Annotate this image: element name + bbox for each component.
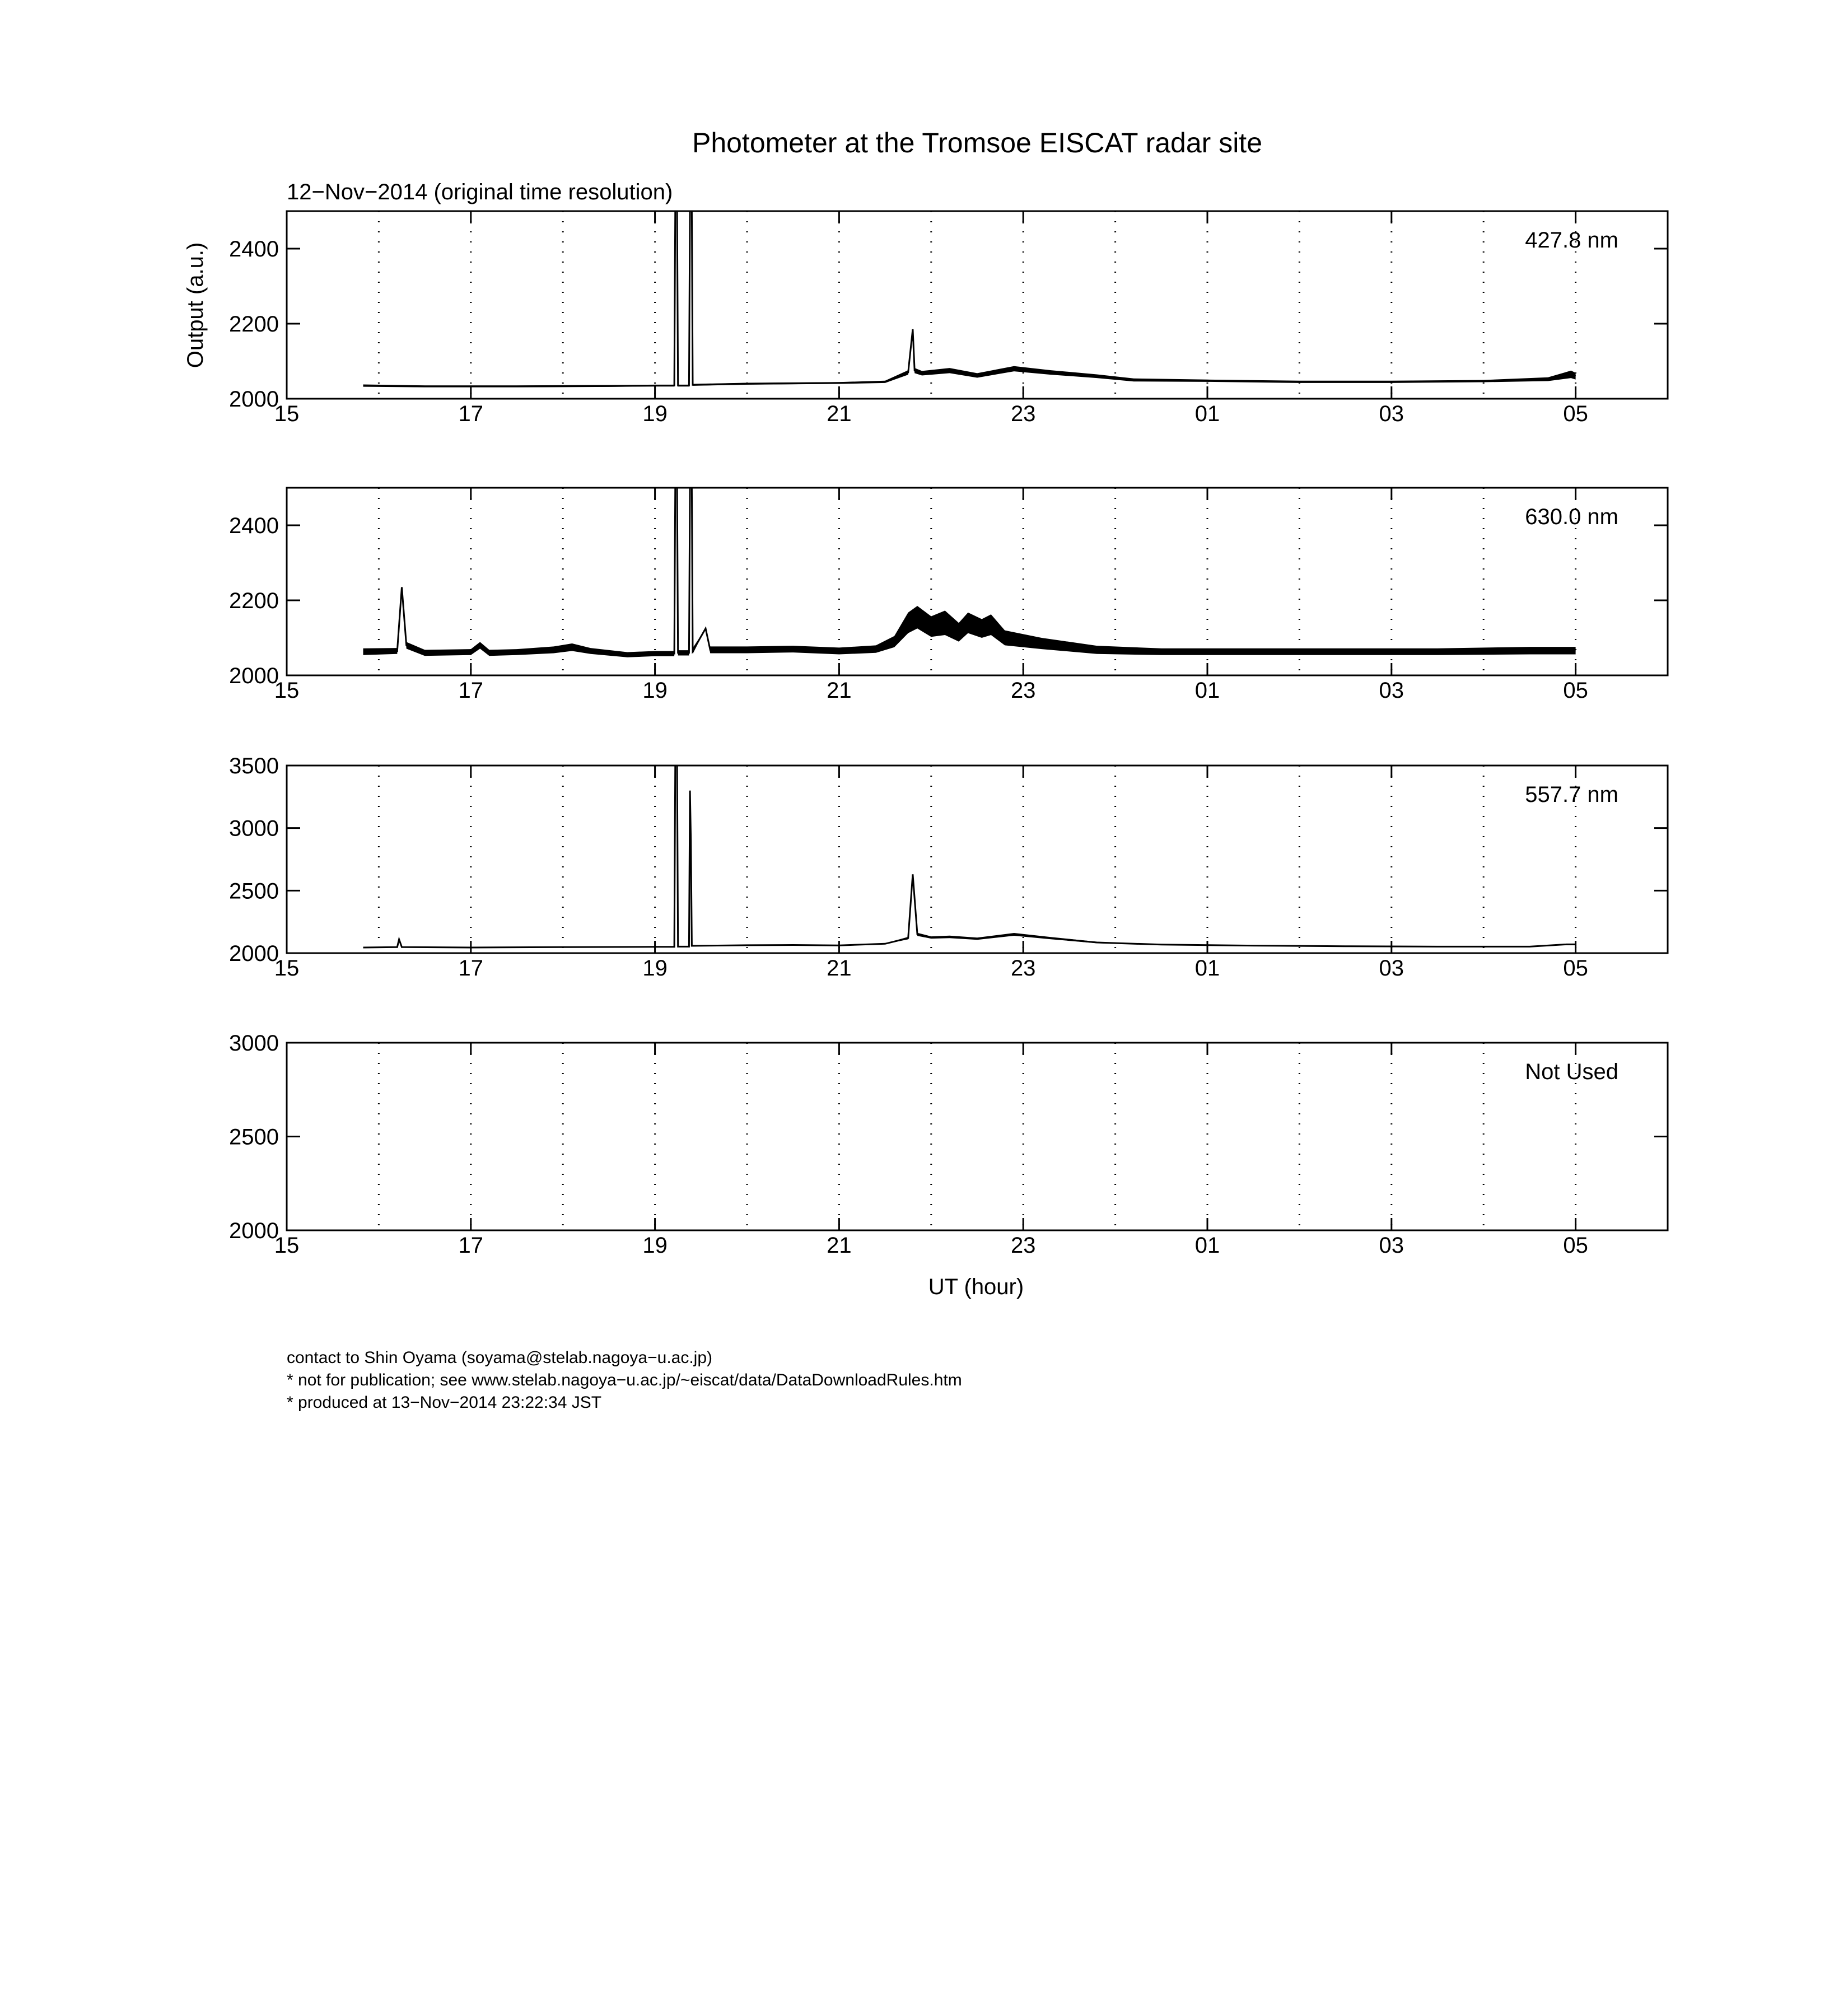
x-axis-label: UT (hour) xyxy=(928,1275,1024,1299)
y-tick-label: 2400 xyxy=(229,237,279,262)
y-tick-label: 2200 xyxy=(229,312,279,337)
series-band xyxy=(363,488,1576,657)
axes-box xyxy=(287,488,1668,675)
x-tick-label: 19 xyxy=(642,956,668,981)
y-tick-label: 3500 xyxy=(229,754,279,778)
y-tick-label: 2500 xyxy=(229,1124,279,1150)
x-tick-label: 23 xyxy=(1010,1233,1036,1258)
axes-box xyxy=(287,1043,1668,1230)
y-tick-label: 2400 xyxy=(229,514,279,538)
x-tick-label: 23 xyxy=(1010,956,1036,981)
x-tick-label: 05 xyxy=(1563,956,1588,981)
x-tick-label: 01 xyxy=(1194,1233,1220,1258)
figure-title: Photometer at the Tromsoe EISCAT radar site xyxy=(692,127,1263,158)
panel-4 xyxy=(229,1031,1668,1258)
x-tick-label: 23 xyxy=(1010,678,1036,703)
panel-label: Not Used xyxy=(1525,1060,1618,1084)
footer-contact: contact to Shin Oyama (soyama@stelab.nagoya−u.ac.jp) xyxy=(287,1348,713,1367)
footer-rules: * not for publication; see www.stelab.nagoya−u.ac.jp/~eiscat/data/DataDownloadRules.htm xyxy=(287,1371,962,1389)
x-tick-label: 15 xyxy=(274,956,300,981)
x-tick-label: 01 xyxy=(1194,956,1220,981)
panel-3 xyxy=(229,754,1668,981)
series-line xyxy=(363,766,1576,948)
panel-label: 427.8 nm xyxy=(1525,228,1618,253)
x-tick-label: 03 xyxy=(1379,956,1404,981)
x-tick-label: 03 xyxy=(1379,1233,1404,1258)
panel-2 xyxy=(229,488,1668,703)
x-tick-label: 05 xyxy=(1563,1233,1588,1258)
x-tick-label: 15 xyxy=(274,678,300,703)
y-tick-label: 3000 xyxy=(229,816,279,841)
x-tick-label: 17 xyxy=(458,402,484,426)
x-tick-label: 19 xyxy=(642,1233,668,1258)
x-tick-label: 01 xyxy=(1194,678,1220,703)
axes-box xyxy=(287,766,1668,953)
series-group xyxy=(363,766,1576,948)
x-tick-label: 21 xyxy=(827,1233,852,1258)
y-tick-label: 2500 xyxy=(229,879,279,904)
footer-produced: * produced at 13−Nov−2014 23:22:34 JST xyxy=(287,1393,602,1412)
x-tick-label: 21 xyxy=(827,956,852,981)
figure-subtitle: 12−Nov−2014 (original time resolution) xyxy=(287,180,673,204)
x-tick-label: 05 xyxy=(1563,402,1588,426)
panel-label: 630.0 nm xyxy=(1525,505,1618,529)
x-tick-label: 01 xyxy=(1194,402,1220,426)
panels xyxy=(229,211,1668,1258)
series-band xyxy=(363,766,1576,948)
series-band xyxy=(363,211,1576,388)
panel-1 xyxy=(229,211,1668,426)
series-group xyxy=(363,211,1576,388)
x-tick-label: 19 xyxy=(642,402,668,426)
footer xyxy=(287,1347,962,1414)
x-tick-label: 23 xyxy=(1010,402,1036,426)
y-tick-label: 3000 xyxy=(229,1031,279,1056)
y-tick-label: 2200 xyxy=(229,589,279,613)
y-tick-label: 2000 xyxy=(229,664,279,688)
x-tick-label: 17 xyxy=(458,956,484,981)
x-tick-label: 03 xyxy=(1379,678,1404,703)
x-tick-label: 19 xyxy=(642,678,668,703)
panel-label: 557.7 nm xyxy=(1525,782,1618,807)
y-tick-label: 2000 xyxy=(229,941,279,966)
x-tick-label: 17 xyxy=(458,1233,484,1258)
series-group xyxy=(363,488,1576,657)
x-tick-label: 21 xyxy=(827,678,852,703)
y-axis-label: Output (a.u.) xyxy=(183,242,208,368)
x-tick-label: 05 xyxy=(1563,678,1588,703)
x-tick-label: 03 xyxy=(1379,402,1404,426)
x-tick-label: 15 xyxy=(274,1233,300,1258)
x-tick-label: 17 xyxy=(458,678,484,703)
axes-box xyxy=(287,211,1668,399)
y-tick-label: 2000 xyxy=(229,387,279,412)
series-line xyxy=(363,211,1576,386)
x-tick-label: 21 xyxy=(827,402,852,426)
y-tick-label: 2000 xyxy=(229,1219,279,1243)
x-tick-label: 15 xyxy=(274,402,300,426)
